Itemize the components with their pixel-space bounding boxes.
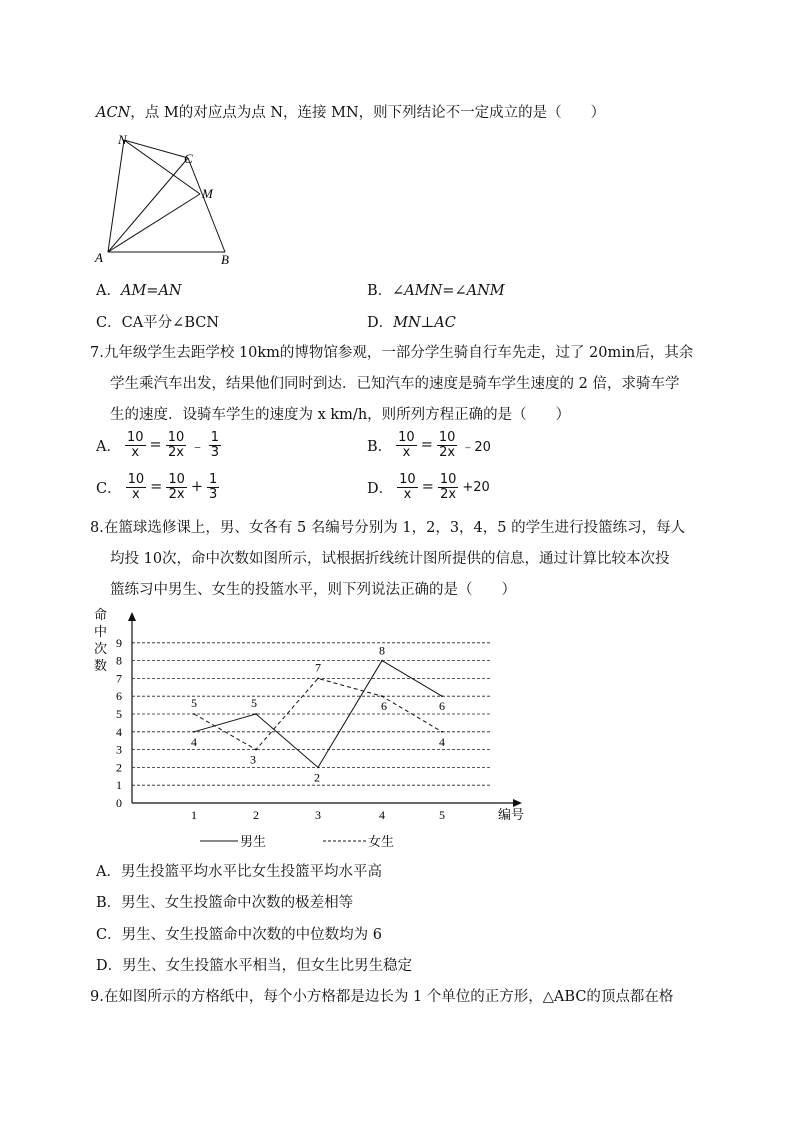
series-girls-value-label-1: 5 (191, 696, 197, 710)
q6-label-n: N (118, 132, 127, 147)
y-tick-label-7: 7 (116, 671, 122, 686)
series-boys-value-label-5: 6 (439, 699, 445, 714)
q7-line-2: 学生乘汽车出发，结果他们同时到达．已知汽车的速度是骑车学生速度的 2 倍，求骑车学 (110, 376, 680, 392)
y-tick-label-1: 1 (116, 778, 122, 793)
y-tick-label-9: 9 (116, 635, 122, 650)
q6-option-b-letter: B． (367, 283, 393, 299)
q7-c-frac-2: $\frac{10}{2x}$ (168, 472, 185, 502)
series-girls-point-3 (317, 678, 319, 680)
x-tick-label-1: 1 (191, 808, 197, 822)
q7-d-frac-1: $\frac{10}{x}$ (399, 472, 416, 502)
series-girls-value-label-5: 4 (439, 734, 445, 749)
q7-option-d-letter: D． (367, 480, 394, 497)
q6-option-c (96, 311, 219, 332)
q6-option-a-letter: A． (96, 283, 121, 299)
series-girls-point-4 (381, 695, 383, 697)
series-boys-point-1 (193, 731, 195, 733)
q7-option-c: C． $\frac{10}{x}$ = $\frac{10}{2x}$ + $\frac{1}{3}$ (96, 472, 218, 502)
q6-option-b-text: ∠AMN=∠ANM (392, 283, 505, 299)
q6-label-b: B (221, 252, 229, 267)
series-boys-value-label-2: 5 (251, 696, 257, 710)
q7-c-frac-3: $\frac{1}{3}$ (209, 472, 218, 502)
q7-a-frac-3: $\frac{1}{3}$ (210, 430, 220, 460)
series-boys-value-label-3: 2 (314, 770, 320, 785)
q6-option-a-text: AM=AN (120, 283, 182, 299)
q6-label-m: M (202, 186, 213, 201)
series-boys-point-4 (381, 660, 383, 662)
x-tick-label-4: 4 (379, 808, 385, 822)
q6-label-c: C (184, 151, 193, 166)
q7-option-a-letter: A． (96, 438, 121, 455)
q6-option-c-text: CA平分∠BCN (121, 315, 220, 331)
q6-stem (96, 101, 605, 122)
series-boys-value-label-1: 4 (191, 734, 197, 749)
q8-option-b: B．男生、女生投篮命中次数的极差相等 (96, 895, 354, 911)
series-boys-point-5 (441, 695, 443, 697)
q7-d-frac-2: $\frac{10}{2x}$ (439, 472, 457, 502)
q6-edge-ac (108, 158, 188, 252)
series-girls-value-label-2: 3 (250, 752, 256, 767)
q6-option-a (96, 279, 182, 300)
series-boys-point-2 (255, 713, 257, 715)
q6-option-d-letter: D． (367, 315, 394, 331)
series-boys-value-label-4: 8 (379, 643, 385, 658)
x-tick-label-5: 5 (439, 808, 445, 822)
y-axis-label-char-3: 数 (94, 658, 108, 673)
q7-option-b-letter: B． (367, 438, 393, 455)
series-girls-point-2 (255, 749, 257, 751)
q6-option-d (367, 311, 456, 332)
x-axis-label: 编号 (498, 807, 525, 822)
q7-option-d: D． $\frac{10}{x}$ = $\frac{10}{2x}$ +20 (367, 472, 490, 502)
q8-line-3: 篮练习中男生、女生的投篮水平，则下列说法正确的是（ ） (110, 582, 516, 598)
legend-boys-label: 男生 (240, 834, 267, 849)
y-tick-label-2: 2 (116, 760, 122, 775)
q6-option-c-letter: C． (96, 315, 122, 331)
x-axis-arrow (513, 799, 522, 807)
q6-edge-nc (124, 140, 188, 158)
q7-option-c-letter: C． (96, 480, 122, 497)
series-girls-value-label-4: 6 (381, 699, 387, 714)
q8-line-chart (90, 605, 540, 855)
series-boys-point-3 (317, 767, 319, 769)
q6-figure (90, 130, 250, 270)
q6-edge-nm (124, 140, 200, 194)
q7-a-frac-1: $\frac{10}{x}$ (126, 430, 144, 460)
q7-line-1: 7.九年级学生去距学校 10km的博物馆参观，一部分学生骑自行车先走，过了 20min后，其余 (90, 345, 694, 361)
q7-a-frac-2: $\frac{10}{2x}$ (167, 430, 185, 460)
q9-line-1: 9.在如图所示的方格纸中，每个小方格都是边长为 1 个单位的正方形，△ABC的顶点都在格 (90, 989, 674, 1005)
q7-line-3: 生的速度．设骑车学生的速度为 x km/h，则所列方程正确的是（ ） (110, 407, 571, 423)
series-girls-value-label-3: 7 (315, 660, 321, 675)
y-axis-label-char-1: 中 (94, 624, 108, 639)
series-girls-point-5 (441, 731, 443, 733)
q8-option-d: D．男生、女生投篮水平相当，但女生比男生稳定 (96, 958, 413, 974)
y-tick-label-5: 5 (116, 707, 122, 721)
q6-stem-prefix: ACN (96, 105, 131, 121)
y-tick-label-8: 8 (116, 653, 122, 668)
y-axis-label-char-0: 命 (94, 607, 108, 622)
q8-line-2: 均投 10次，命中次数如图所示，试根据折线统计图所提供的信息，通过计算比较本次投 (110, 551, 670, 567)
q7-b-frac-1: $\frac{10}{x}$ (398, 430, 415, 460)
y-axis-label-char-2: 次 (94, 641, 108, 656)
y-tick-label-6: 6 (116, 689, 122, 704)
q6-option-b (367, 279, 505, 300)
q8-option-c: C．男生、女生投篮命中次数的中位数均为 6 (96, 927, 382, 943)
q6-label-a: A (95, 250, 103, 265)
series-girls-point-1 (193, 713, 195, 715)
y-axis-arrow (128, 612, 136, 621)
q6-edge-cb (188, 158, 225, 252)
q8-line-1: 8.在篮球选修课上，男、女各有 5 名编号分别为 1，2，3，4，5 的学生进行投篮练习，每人 (90, 520, 686, 536)
y-tick-label-0: 0 (116, 796, 122, 810)
q6-option-d-text: MN⊥AC (393, 315, 456, 331)
x-tick-label-3: 3 (315, 808, 321, 822)
q6-edge-am (108, 194, 200, 252)
q6-edge-an (108, 140, 124, 252)
q6-stem-text: ，点 M的对应点为点 N，连接 MN，则下列结论不一定成立的是（ ） (130, 105, 606, 121)
q7-b-frac-2: $\frac{10}{2x}$ (438, 430, 456, 460)
y-tick-label-3: 3 (116, 742, 122, 757)
q7-option-a: A． $\frac{10}{x}$ = $\frac{10}{2x}$ ﹣ $\frac{1}{3}$ (96, 430, 220, 460)
x-tick-label-2: 2 (253, 808, 259, 822)
y-tick-label-4: 4 (116, 724, 122, 739)
q7-c-frac-1: $\frac{10}{x}$ (127, 472, 145, 502)
q8-option-a: A．男生投篮平均水平比女生投篮平均水平高 (96, 864, 382, 880)
legend-girls-label: 女生 (368, 834, 395, 849)
q7-option-b: B． $\frac{10}{x}$ = $\frac{10}{2x}$ ﹣20 (367, 430, 491, 460)
